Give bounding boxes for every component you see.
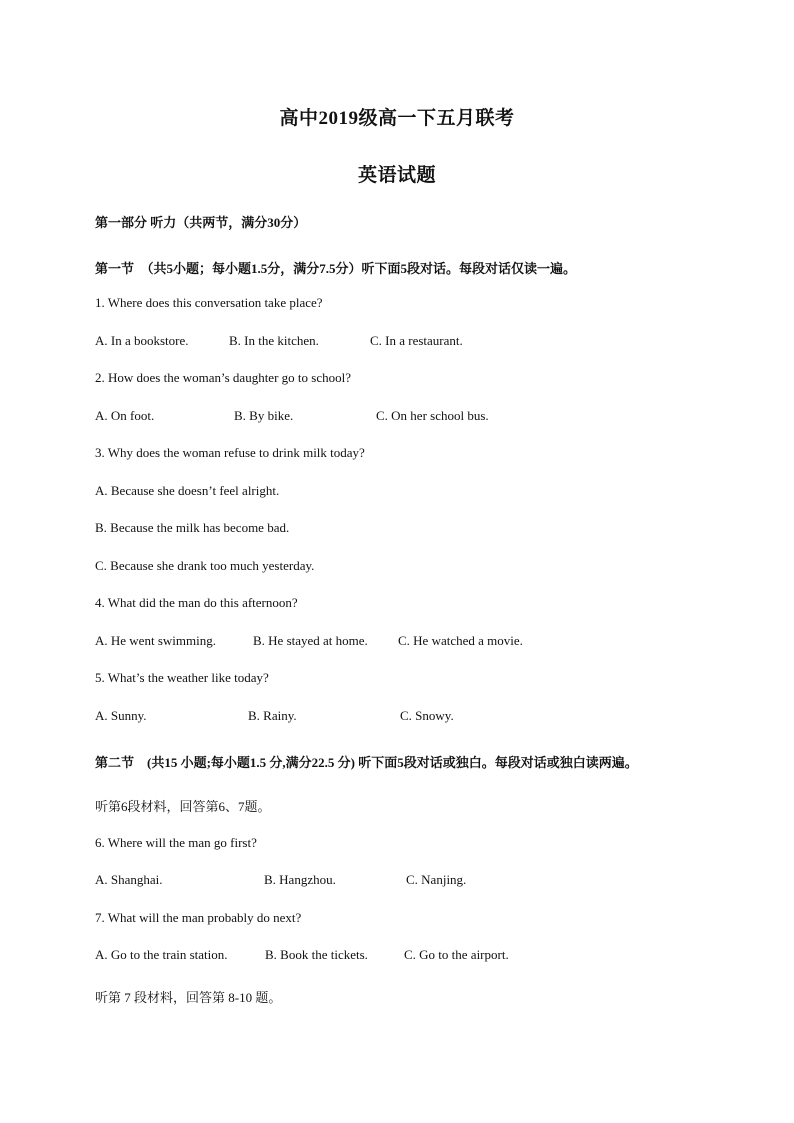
question-7: 7. What will the man probably do next? <box>95 910 302 925</box>
exam-title: 高中2019级高一下五月联考 <box>279 108 515 129</box>
question-4: 4. What did the man do this afternoon? <box>95 595 298 610</box>
question-1-option-c: C. In a restaurant. <box>370 333 463 348</box>
question-6-option-c: C. Nanjing. <box>406 872 467 887</box>
question-1: 1. Where does this conversation take place? <box>95 295 323 310</box>
question-6-option-a: A. Shanghai. <box>95 872 163 887</box>
question-2-option-c: C. On her school bus. <box>376 408 489 423</box>
question-5: 5. What’s the weather like today? <box>95 670 269 685</box>
question-3-option-a: A. Because she doesn’t feel alright. <box>95 483 280 498</box>
question-3-option-b: B. Because the milk has become bad. <box>95 520 290 535</box>
question-3-option-c: C. Because she drank too much yesterday. <box>95 558 315 573</box>
question-6-option-b: B. Hangzhou. <box>264 872 336 887</box>
section2-heading: 第二节 (共15 小题;每小题1.5 分,满分22.5 分) 听下面5段对话或独白。每段对话或独白读两遍。 <box>95 755 638 770</box>
exam-subtitle: 英语试题 <box>357 165 436 186</box>
question-4-option-a: A. He went swimming. <box>95 633 216 648</box>
question-7-option-a: A. Go to the train station. <box>95 947 228 962</box>
question-4-option-b: B. He stayed at home. <box>253 633 368 648</box>
question-2-option-a: A. On foot. <box>95 408 155 423</box>
material-7-instruction: 听第 7 段材料，回答第 8-10 题。 <box>95 990 282 1005</box>
question-6: 6. Where will the man go first? <box>95 835 257 850</box>
material-6-instruction: 听第6段材料，回答第6、7题。 <box>95 799 271 814</box>
question-1-option-b: B. In the kitchen. <box>229 333 319 348</box>
question-7-option-c: C. Go to the airport. <box>404 947 509 962</box>
part1-heading: 第一部分 听力（共两节，满分30分） <box>95 215 307 230</box>
question-3: 3. Why does the woman refuse to drink milk today? <box>95 445 365 460</box>
question-2: 2. How does the woman’s daughter go to school? <box>95 370 351 385</box>
question-5-option-b: B. Rainy. <box>248 708 297 723</box>
question-5-option-a: A. Sunny. <box>95 708 147 723</box>
question-1-option-a: A. In a bookstore. <box>95 333 189 348</box>
question-7-option-b: B. Book the tickets. <box>265 947 368 962</box>
question-5-option-c: C. Snowy. <box>400 708 454 723</box>
question-4-option-c: C. He watched a movie. <box>398 633 523 648</box>
section1-heading: 第一节 （共5小题；每小题1.5分，满分7.5分）听下面5段对话。每段对话仅读一遍。 <box>95 261 577 276</box>
question-2-option-b: B. By bike. <box>234 408 294 423</box>
